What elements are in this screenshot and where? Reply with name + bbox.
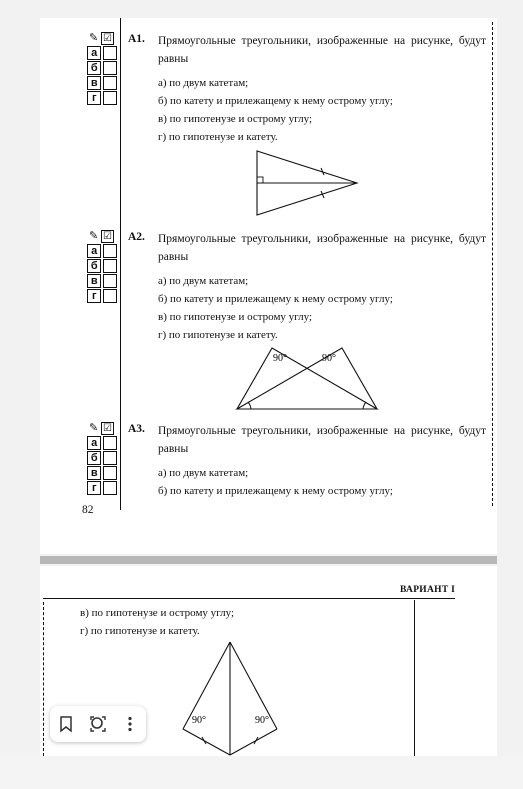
- answer-letter: б: [87, 61, 101, 75]
- answer-cell-v[interactable]: [103, 274, 117, 288]
- answer-letter: б: [87, 259, 101, 273]
- answer-box-q2: [83, 230, 117, 304]
- viewer-background: [0, 756, 523, 789]
- angle-label: 90°: [192, 715, 206, 726]
- question-text: Прямоугольные треугольники, изображенные на рисунке, будут равны: [158, 233, 486, 263]
- checkbox-icon: ☑: [101, 32, 114, 45]
- option: г) по гипотенузе и катету.: [158, 131, 278, 143]
- options-list: [158, 272, 393, 344]
- answer-cell-b[interactable]: [103, 451, 117, 465]
- pencil-icon: ✎: [89, 230, 99, 242]
- figure-q2-triangles: [235, 343, 385, 413]
- answer-cell-g[interactable]: [103, 289, 117, 303]
- answer-letter: г: [87, 289, 101, 303]
- figure-q3-triangles: [175, 640, 290, 756]
- answer-letter: а: [87, 436, 101, 450]
- checkbox-icon: ☑: [101, 230, 114, 243]
- answer-cell-v[interactable]: [103, 76, 117, 90]
- options-list-continued: [80, 604, 234, 640]
- option: а) по двум катетам;: [158, 275, 249, 287]
- option: в) по гипотенузе и острому углу;: [158, 311, 313, 323]
- cut-line: [43, 602, 44, 756]
- answer-letter: а: [87, 46, 101, 60]
- bookmark-icon[interactable]: [54, 712, 78, 736]
- question-text: Прямоугольные треугольники, изображенные на рисунке, будут равны: [158, 425, 486, 455]
- answer-letter: в: [87, 274, 101, 288]
- angle-label: 90°: [273, 353, 287, 364]
- header-rule: [43, 598, 455, 599]
- answer-cell-g[interactable]: [103, 481, 117, 495]
- option: б) по катету и прилежащему к нему острому углу;: [158, 293, 393, 305]
- question-number: А3.: [128, 423, 145, 435]
- cut-line: [492, 22, 493, 506]
- answer-letter: г: [87, 91, 101, 105]
- more-vertical-icon[interactable]: [118, 712, 142, 736]
- option: в) по гипотенузе и острому углу;: [158, 113, 313, 125]
- figure-q1-triangles: [250, 148, 365, 218]
- option: г) по гипотенузе и катету.: [80, 625, 200, 637]
- options-list: [158, 464, 393, 500]
- page-number: 82: [82, 504, 94, 516]
- options-list: [158, 74, 393, 146]
- answer-cell-b[interactable]: [103, 259, 117, 273]
- lens-search-icon[interactable]: [86, 712, 110, 736]
- answer-cell-b[interactable]: [103, 61, 117, 75]
- angle-label: 90°: [255, 715, 269, 726]
- answer-cell-g[interactable]: [103, 91, 117, 105]
- pencil-icon: ✎: [89, 422, 99, 434]
- variant-header: ВАРИАНТ I: [400, 585, 456, 595]
- answer-cell-a[interactable]: [103, 46, 117, 60]
- option: а) по двум катетам;: [158, 467, 249, 479]
- angle-label: 90°: [322, 353, 336, 364]
- answer-letter: б: [87, 451, 101, 465]
- answer-letter: в: [87, 466, 101, 480]
- answer-column-divider: [414, 600, 415, 756]
- option: г) по гипотенузе и катету.: [158, 329, 278, 341]
- question-text: Прямоугольные треугольники, изображенные на рисунке, будут равны: [158, 35, 486, 65]
- floating-toolbar: [50, 706, 146, 742]
- option: в) по гипотенузе и острому углу;: [80, 607, 235, 619]
- answer-box-q3: [83, 422, 117, 496]
- answer-column-divider: [120, 18, 121, 510]
- answer-letter: в: [87, 76, 101, 90]
- answer-cell-a[interactable]: [103, 436, 117, 450]
- answer-cell-a[interactable]: [103, 244, 117, 258]
- checkbox-icon: ☑: [101, 422, 114, 435]
- question-number: А2.: [128, 231, 145, 243]
- answer-box-q1: [83, 32, 117, 106]
- pencil-icon: ✎: [89, 32, 99, 44]
- page-separator: [40, 556, 497, 564]
- option: а) по двум катетам;: [158, 77, 249, 89]
- option: б) по катету и прилежащему к нему острому углу;: [158, 95, 393, 107]
- document-page-82: [40, 18, 497, 554]
- question-number: А1.: [128, 33, 145, 45]
- answer-letter: г: [87, 481, 101, 495]
- answer-letter: а: [87, 244, 101, 258]
- answer-cell-v[interactable]: [103, 466, 117, 480]
- option: б) по катету и прилежащему к нему острому углу;: [158, 485, 393, 497]
